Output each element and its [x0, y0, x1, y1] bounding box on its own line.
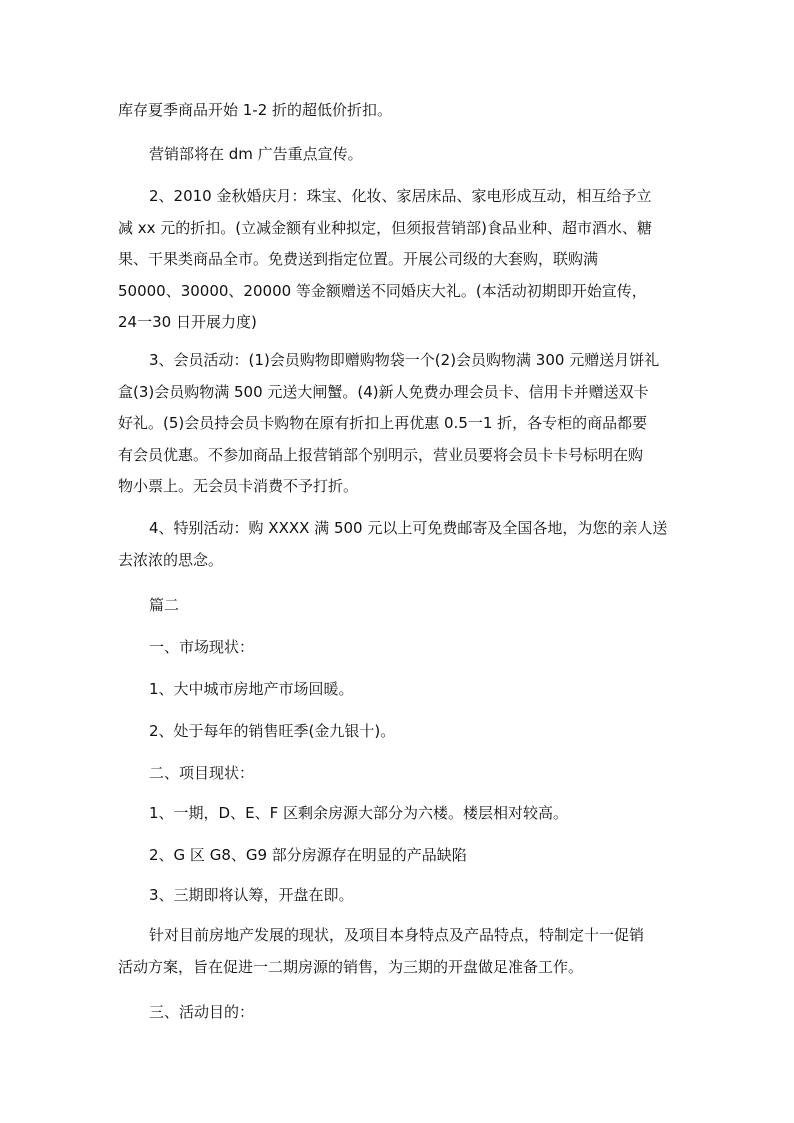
text-line: 24一30 日开展力度)	[118, 313, 257, 331]
paragraph	[118, 716, 709, 748]
section-heading	[118, 997, 709, 1029]
text-line: 有会员优惠。不参加商品上报营销部个别明示，营业员要将会员卡卡号标明在购	[118, 445, 644, 464]
paragraph	[118, 345, 678, 503]
paragraph	[118, 139, 709, 171]
paragraph	[118, 880, 709, 912]
text-line: 4、特别活动：购 XXXX 满 500 元以上可免费邮寄及全国各地，为您的亲人送	[149, 519, 668, 537]
section-heading	[118, 632, 709, 664]
text-line: 三、活动目的：	[149, 1003, 255, 1021]
text-line: 活动方案，旨在促进一二期房源的销售，为三期的开盘做足准备工作。	[118, 957, 584, 976]
text-line: 2、处于每年的销售旺季(金九银十)。	[149, 722, 396, 740]
paragraph	[118, 181, 678, 339]
paragraph	[118, 513, 678, 576]
text-line: 3、会员活动：(1)会员购物即赠购物袋一个(2)会员购物满 300 元赠送月饼礼	[149, 351, 660, 369]
text-line: 一、市场现状：	[149, 638, 255, 656]
text-line: 1、一期，D、E、F 区剩余房源大部分为六楼。楼层相对较高。	[149, 804, 568, 822]
paragraph	[118, 95, 678, 127]
paragraph	[118, 840, 709, 872]
paragraph	[118, 798, 709, 830]
text-line: 物小票上。无会员卡消费不予打折。	[118, 477, 359, 495]
text-line: 盒(3)会员购物满 500 元送大闸蟹。(4)新人免费办理会员卡、信用卡并赠送双卡	[118, 382, 649, 401]
text-line: 果、干果类商品全市。免费送到指定位置。开展公司级的大套购，联购满	[118, 250, 599, 268]
text-line: 篇二	[149, 596, 180, 614]
text-line: 去浓浓的思念。	[118, 550, 224, 569]
text-line: 针对目前房地产发展的现状，及项目本身特点及产品特点，特制定十一促销	[149, 926, 645, 944]
text-line: 3、三期即将认筹，开盘在即。	[149, 886, 354, 904]
text-line: 营销部将在 dm 广告重点宣传。	[149, 145, 363, 163]
text-line: 减 xx 元的折扣。(立减金额有业种拟定，但须报营销部)食品业种、超市酒水、糖	[118, 218, 652, 237]
section-heading	[118, 758, 709, 790]
text-line: 好礼。(5)会员持会员卡购物在原有折扣上再优惠 0.5一1 折，各专柜的商品都要	[118, 414, 648, 432]
text-line: 2、G 区 G8、G9 部分房源存在明显的产品缺陷	[149, 846, 467, 864]
text-line: 库存夏季商品开始 1-2 折的超低价折扣。	[118, 101, 393, 119]
text-line: 二、项目现状：	[149, 764, 255, 782]
text-line: 1、大中城市房地产市场回暖。	[149, 680, 354, 698]
text-line: 50000、30000、20000 等金额赠送不同婚庆大礼。(本活动初期即开始宣传，	[118, 281, 647, 300]
section-heading	[118, 590, 709, 622]
paragraph	[118, 674, 709, 706]
paragraph	[118, 920, 678, 983]
text-line: 2、2010 金秋婚庆月：珠宝、化妆、家居床品、家电形成互动，相互给予立	[149, 187, 652, 205]
